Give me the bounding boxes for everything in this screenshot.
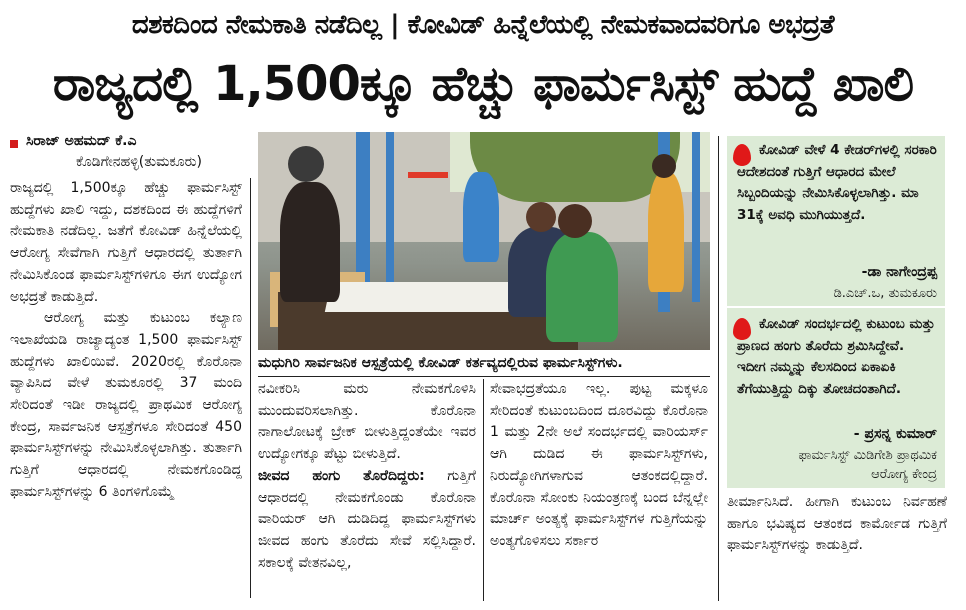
paragraph-5: ಸೇವಾಭದ್ರತೆಯೂ ಇಲ್ಲ. ಪುಟ್ಟ ಮಕ್ಕಳೂ ಸೇರಿದಂತೆ ಕುಟುಂಬದಿಂದ ದೂರವಿದ್ದು ಕೊರೊನಾ 1 ಮತ್ತು 2ನೇ ಅಲೆ ಸಂದರ್ಭದಲ್ಲಿ ವಾರಿಯರ್ಸ್ ಆಗಿ ದುಡಿದ ಈ ಫಾರ್ಮಸಿಸ್ಟ್‌ಗಳು, ನಿರುದ್ಯೋಗಿಗಳಾಗುವ ಆತಂಕದಲ್ಲಿದ್ದಾರೆ. ಕೊರೊನಾ ಸೋಂಕು ನಿಯಂತ್ರಣಕ್ಕೆ ಬಂದ ಬೆನ್ನಲ್ಲೇ ಮಾರ್ಚ್ ಅಂತ್ಯಕ್ಕೆ ಫಾರ್ಮಸಿಸ್ಟ್‌ಗಳ ಗುತ್ತಿಗೆಯನ್ನು ಅಂತ್ಯಗೊಳಿಸಲು ಸರ್ಕಾರ (490, 381, 708, 549)
quote-2-role-line-2: ಆರೋಗ್ಯ ಕೇಂದ್ರ (871, 467, 937, 482)
quote-2-name: - ಪ್ರಸನ್ನ ಕುಮಾರ್ (853, 426, 937, 442)
column-divider (250, 178, 251, 598)
quote-1-role: ಡಿ.ಎಚ್.ಒ, ತುಮಕೂರು (833, 286, 937, 301)
paragraph-1: ರಾಜ್ಯದಲ್ಲಿ 1,500ಕ್ಕೂ ಹೆಚ್ಚು ಫಾರ್ಮಸಿಸ್ಟ್ ಹುದ್ದೆಗಳು ಖಾಲಿ ಇದ್ದು, ದಶಕದಿಂದ ಈ ಹುದ್ದೆಗಳಿಗೆ ನೇಮಕಾತಿ ನಡೆದಿಲ್ಲ. ಜತೆಗೆ ಕೋವಿಡ್ ಹಿನ್ನೆಲೆಯಲ್ಲಿ ಆರೋಗ್ಯ ಸೇವೆಗಾಗಿ ಗುತ್ತಿಗೆ ಆಧಾರದಲ್ಲಿ ತುರ್ತಾಗಿ ನೇಮಿಸಿಕೊಂಡ ಫಾರ್ಮಸಿಸ್ಟ್‌ಗಳಿಗೂ ಈಗ ಉದ್ಯೋಗ ಅಭದ್ರತೆ ಕಾಡುತ್ತಿದೆ. (10, 180, 242, 305)
subheading: ಜೀವದ ಹಂಗು ತೊರೆದಿದ್ದರು: (258, 467, 425, 484)
quote-divider (727, 306, 945, 308)
byline-bullet-icon (10, 140, 18, 148)
photo-caption: ಮಧುಗಿರಿ ಸಾರ್ವಜನಿಕ ಆಸ್ಪತ್ರೆಯಲ್ಲಿ ಕೋವಿಡ್ ಕರ್ತವ್ಯದಲ್ಲಿರುವ ಫಾರ್ಮಸಿಸ್ಟ್‌ಗಳು. (258, 355, 623, 371)
article-column-3 (490, 379, 708, 601)
article-column-4 (727, 492, 947, 600)
paragraph-6: ತೀರ್ಮಾನಿಸಿದೆ. ಹೀಗಾಗಿ ಕುಟುಂಬ ನಿರ್ವಹಣೆ ಹಾಗೂ ಭವಿಷ್ಯದ ಆತಂಕದ ಕಾರ್ಮೋಡ ಗುತ್ತಿಗೆ ಫಾರ್ಮಸಿಸ್ಟ್‌ಗಳನ್ನು ಕಾಡುತ್ತಿದೆ. (727, 494, 947, 554)
news-photo (258, 132, 710, 350)
paragraph-2: ಆರೋಗ್ಯ ಮತ್ತು ಕುಟುಂಬ ಕಲ್ಯಾಣ ಇಲಾಖೆಯಡಿ ರಾಜ್ಯಾದ್ಯಂತ 1,500 ಫಾರ್ಮಸಿಸ್ಟ್ ಹುದ್ದೆಗಳು ಖಾಲಿಯಿವೆ. 2020ರಲ್ಲಿ ಕೊರೊನಾ ವ್ಯಾಪಿಸಿದ ವೇಳೆ ತುಮಕೂರಲ್ಲಿ 37 ಮಂದಿ ಸೇರಿದಂತೆ ಇಡೀ ರಾಜ್ಯದಲ್ಲಿ ಪ್ರಾಥಮಿಕ ಆರೋಗ್ಯ ಕೇಂದ್ರ, ಸಾರ್ವಜನಿಕ ಆಸ್ಪತ್ರೆಗಳೂ ಸೇರಿದಂತೆ 450 ಫಾರ್ಮಸಿಸ್ಟ್‌ಗಳನ್ನು ನೇಮಿಸಿಕೊಳ್ಳಲಾಗಿತ್ತು. ತುರ್ತಾಗಿ ಗುತ್ತಿಗೆ ಆಧಾರದಲ್ಲಿ ನೇಮಕಗೊಂಡಿದ್ದ ಫಾರ್ಮಸಿಸ್ಟ್‌ಗಳನ್ನು 6 ತಿಂಗಳಿಗೊಮ್ಮೆ (10, 310, 242, 500)
paragraph-3: ನವೀಕರಿಸಿ ಮರು ನೇಮಕಗೊಳಿಸಿ ಮುಂದುವರಿಸಲಾಗಿತ್ತು. ಕೊರೊನಾ ನಾಗಾಲೋಟಕ್ಕೆ ಬ್ರೇಕ್ ಬೀಳುತ್ತಿದ್ದಂತೆಯೇ ಇವರ ಉದ್ಯೋಗಕ್ಕೂ ಪೆಟ್ಟು ಬೀಳುತ್ತಿದೆ. (258, 381, 476, 463)
kicker-headline: ದಶಕದಿಂದ ನೇಮಕಾತಿ ನಡೆದಿಲ್ಲ | ಕೋವಿಡ್ ಹಿನ್ನೆಲೆಯಲ್ಲಿ ನೇಮಕವಾದವರಿಗೂ ಅಭದ್ರತೆ (131, 10, 835, 40)
paragraph-4: ಗುತ್ತಿಗೆ ಆಧಾರದಲ್ಲಿ ನೇಮಕಗೊಂಡು ಕೊರೊನಾ ವಾರಿಯರ್ ಆಗಿ ದುಡಿದಿದ್ದ ಫಾರ್ಮಸಿಸ್ಟ್‌ಗಳು ಜೀವದ ಹಂಗು ತೊರೆದು ಸೇವೆ ಸಲ್ಲಿಸಿದ್ದಾರೆ. ಸಕಾಲಕ್ಕೆ ವೇತನವಿಲ್ಲ, (258, 467, 476, 571)
caption-rule (258, 376, 710, 377)
quote-1-name: -ಡಾ ನಾಗೇಂದ್ರಪ್ಪ (861, 264, 937, 280)
quote-2-role-line-1: ಫಾರ್ಮಸಿಸ್ಟ್ ಮಿಡಿಗೇಶಿ ಪ್ರಾಥಮಿಕ (798, 448, 937, 463)
article-column-2 (258, 379, 476, 601)
dateline: ಕೊಡಿಗೇನಹಳ್ಳಿ(ತುಮಕೂರು) (76, 154, 202, 170)
article-column-1 (10, 178, 242, 598)
main-headline: ರಾಜ್ಯದಲ್ಲಿ 1,500ಕ್ಕೂ ಹೆಚ್ಚು ಫಾರ್ಮಸಿಸ್ಟ್ ಹುದ್ದೆ ಖಾಲಿ (52, 56, 914, 112)
quote-sidebar (727, 136, 945, 488)
quote-1-text: ಕೋವಿಡ್ ವೇಳೆ 4 ಕೇಡರ್‌ಗಳಲ್ಲಿ ಸರಕಾರಿ ಆದೇಶದಂತೆ ಗುತ್ತಿಗೆ ಆಧಾರದ ಮೇಲೆ ಸಿಬ್ಬಂದಿಯನ್ನು ನೇಮಿಸಿಕೊಳ್ಳಲಾಗಿತ್ತು. ಮಾ 31ಕ್ಕೆ ಅವಧಿ ಮುಗಿಯುತ್ತದೆ. (737, 142, 937, 223)
column-divider (483, 379, 484, 601)
quote-2-text: ಕೋವಿಡ್ ಸಂದರ್ಭದಲ್ಲಿ ಕುಟುಂಬ ಮತ್ತು ಪ್ರಾಣದ ಹಂಗು ತೊರೆದು ಶ್ರಮಿಸಿದ್ದೇವೆ. ಇದೀಗ ನಮ್ಮನ್ನು ಕೆಲಸದಿಂದ ಏಕಾಏಕಿ ತೆಗೆಯುತ್ತಿದ್ದು ದಿಕ್ಕು ತೋಚದಂತಾಗಿದೆ. (737, 316, 935, 397)
column-divider (718, 136, 719, 601)
byline: ಸಿರಾಜ್ ಅಹಮದ್ ಕೆ.ಎ (26, 133, 137, 149)
